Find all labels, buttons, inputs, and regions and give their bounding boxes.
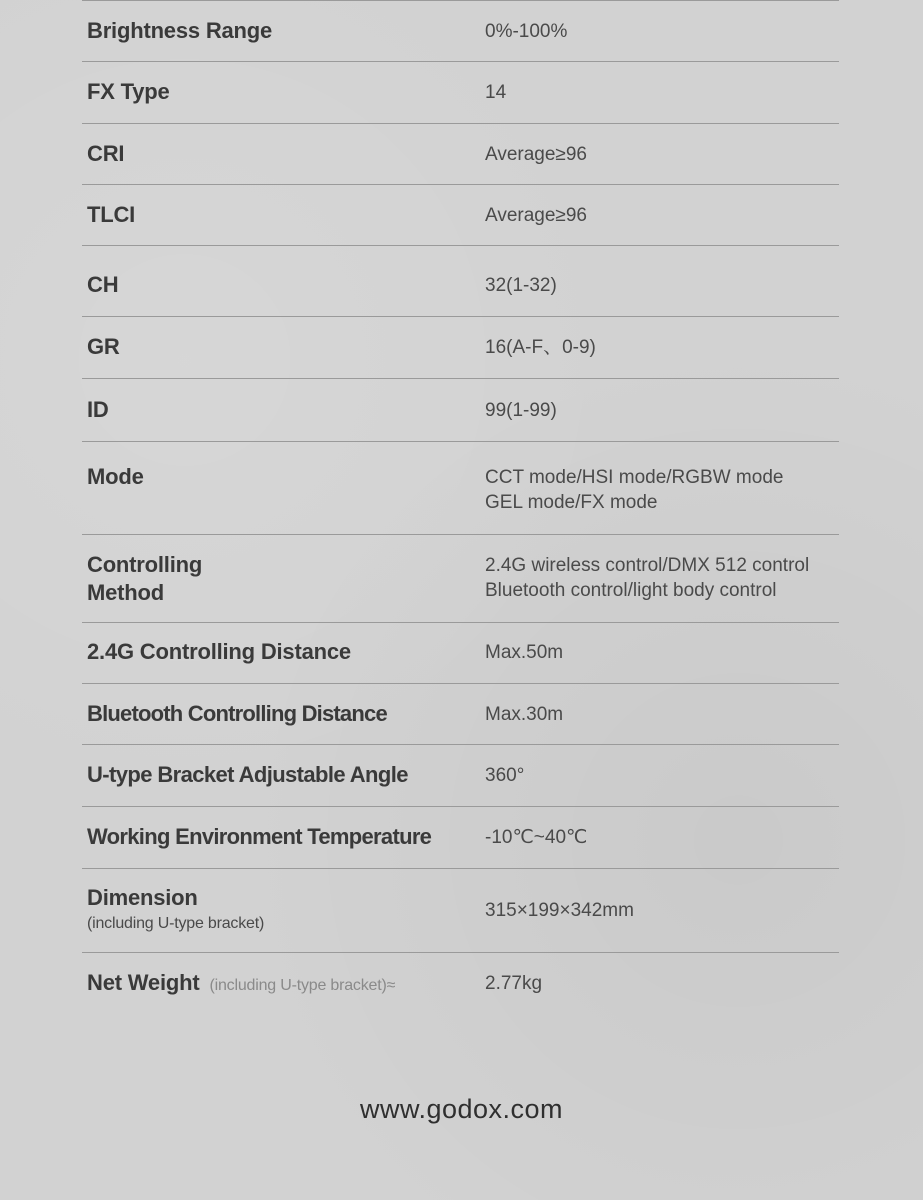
spec-label: Mode	[87, 464, 144, 489]
spec-value: Max.30m	[485, 704, 564, 725]
spec-label: TLCI	[87, 202, 136, 227]
spec-value: 16(A-F、0-9)	[485, 337, 596, 358]
spec-row-tlci	[82, 185, 839, 246]
spec-label: Working Environment Temperature	[87, 824, 432, 849]
spec-label	[87, 969, 395, 1000]
spec-label: U-type Bracket Adjustable Angle	[87, 762, 408, 787]
spec-row-gr	[82, 317, 839, 379]
spec-value-line: 2.4G wireless control/DMX 512 control	[485, 555, 810, 576]
spec-row-brightness-range	[82, 0, 839, 62]
spec-label: GR	[87, 334, 120, 359]
spec-value: 2.77kg	[485, 973, 543, 994]
spec-label: ID	[87, 397, 109, 422]
spec-value: 32(1-32)	[485, 275, 557, 296]
spec-row-mode	[82, 442, 839, 535]
spec-row-bluetooth-distance	[82, 684, 839, 745]
spec-value: Average≥96	[485, 205, 587, 226]
spec-label: CH	[87, 272, 119, 297]
spec-value: Average≥96	[485, 144, 587, 165]
spec-row-net-weight	[82, 953, 839, 1015]
spec-row-cri	[82, 124, 839, 185]
spec-label	[87, 884, 264, 934]
spec-label: FX Type	[87, 79, 170, 104]
spec-row-24g-distance	[82, 623, 839, 684]
spec-row-temperature	[82, 807, 839, 869]
spec-row-ch	[82, 246, 839, 317]
spec-row-bracket-angle	[82, 745, 839, 807]
spec-label-note: (including U-type bracket)	[87, 915, 265, 932]
spec-value: Max.50m	[485, 642, 564, 663]
spec-value: 360°	[485, 765, 525, 786]
spec-row-fx-type	[82, 62, 839, 124]
spec-row-id	[82, 379, 839, 442]
spec-value: -10℃~40℃	[485, 827, 588, 848]
spec-row-dimension	[82, 869, 839, 953]
spec-label-line: Method	[87, 580, 165, 605]
spec-label	[87, 551, 202, 607]
spec-label-line: Controlling	[87, 552, 203, 577]
spec-value: 0%-100%	[485, 21, 568, 42]
spec-value-line: CCT mode/HSI mode/RGBW mode	[485, 467, 784, 488]
spec-label: Brightness Range	[87, 18, 273, 43]
spec-label: Bluetooth Controlling Distance	[87, 701, 387, 726]
spec-value: 14	[485, 82, 507, 103]
spec-value: 99(1-99)	[485, 400, 557, 421]
spec-label: CRI	[87, 141, 125, 166]
spec-value	[485, 465, 783, 515]
spec-value: 315×199×342mm	[485, 900, 634, 921]
spec-label-note: (including U-type bracket)≈	[209, 977, 396, 994]
spec-value	[485, 553, 809, 603]
website-url: www.godox.com	[359, 1094, 564, 1124]
spec-value-line: Bluetooth control/light body control	[485, 580, 777, 601]
spec-label-main: Dimension	[87, 885, 198, 910]
spec-value-line: GEL mode/FX mode	[485, 492, 658, 513]
spec-row-controlling-method	[82, 535, 839, 623]
spec-table	[82, 0, 839, 1015]
spec-label-main: Net Weight	[87, 970, 200, 995]
spec-label: 2.4G Controlling Distance	[87, 639, 351, 664]
